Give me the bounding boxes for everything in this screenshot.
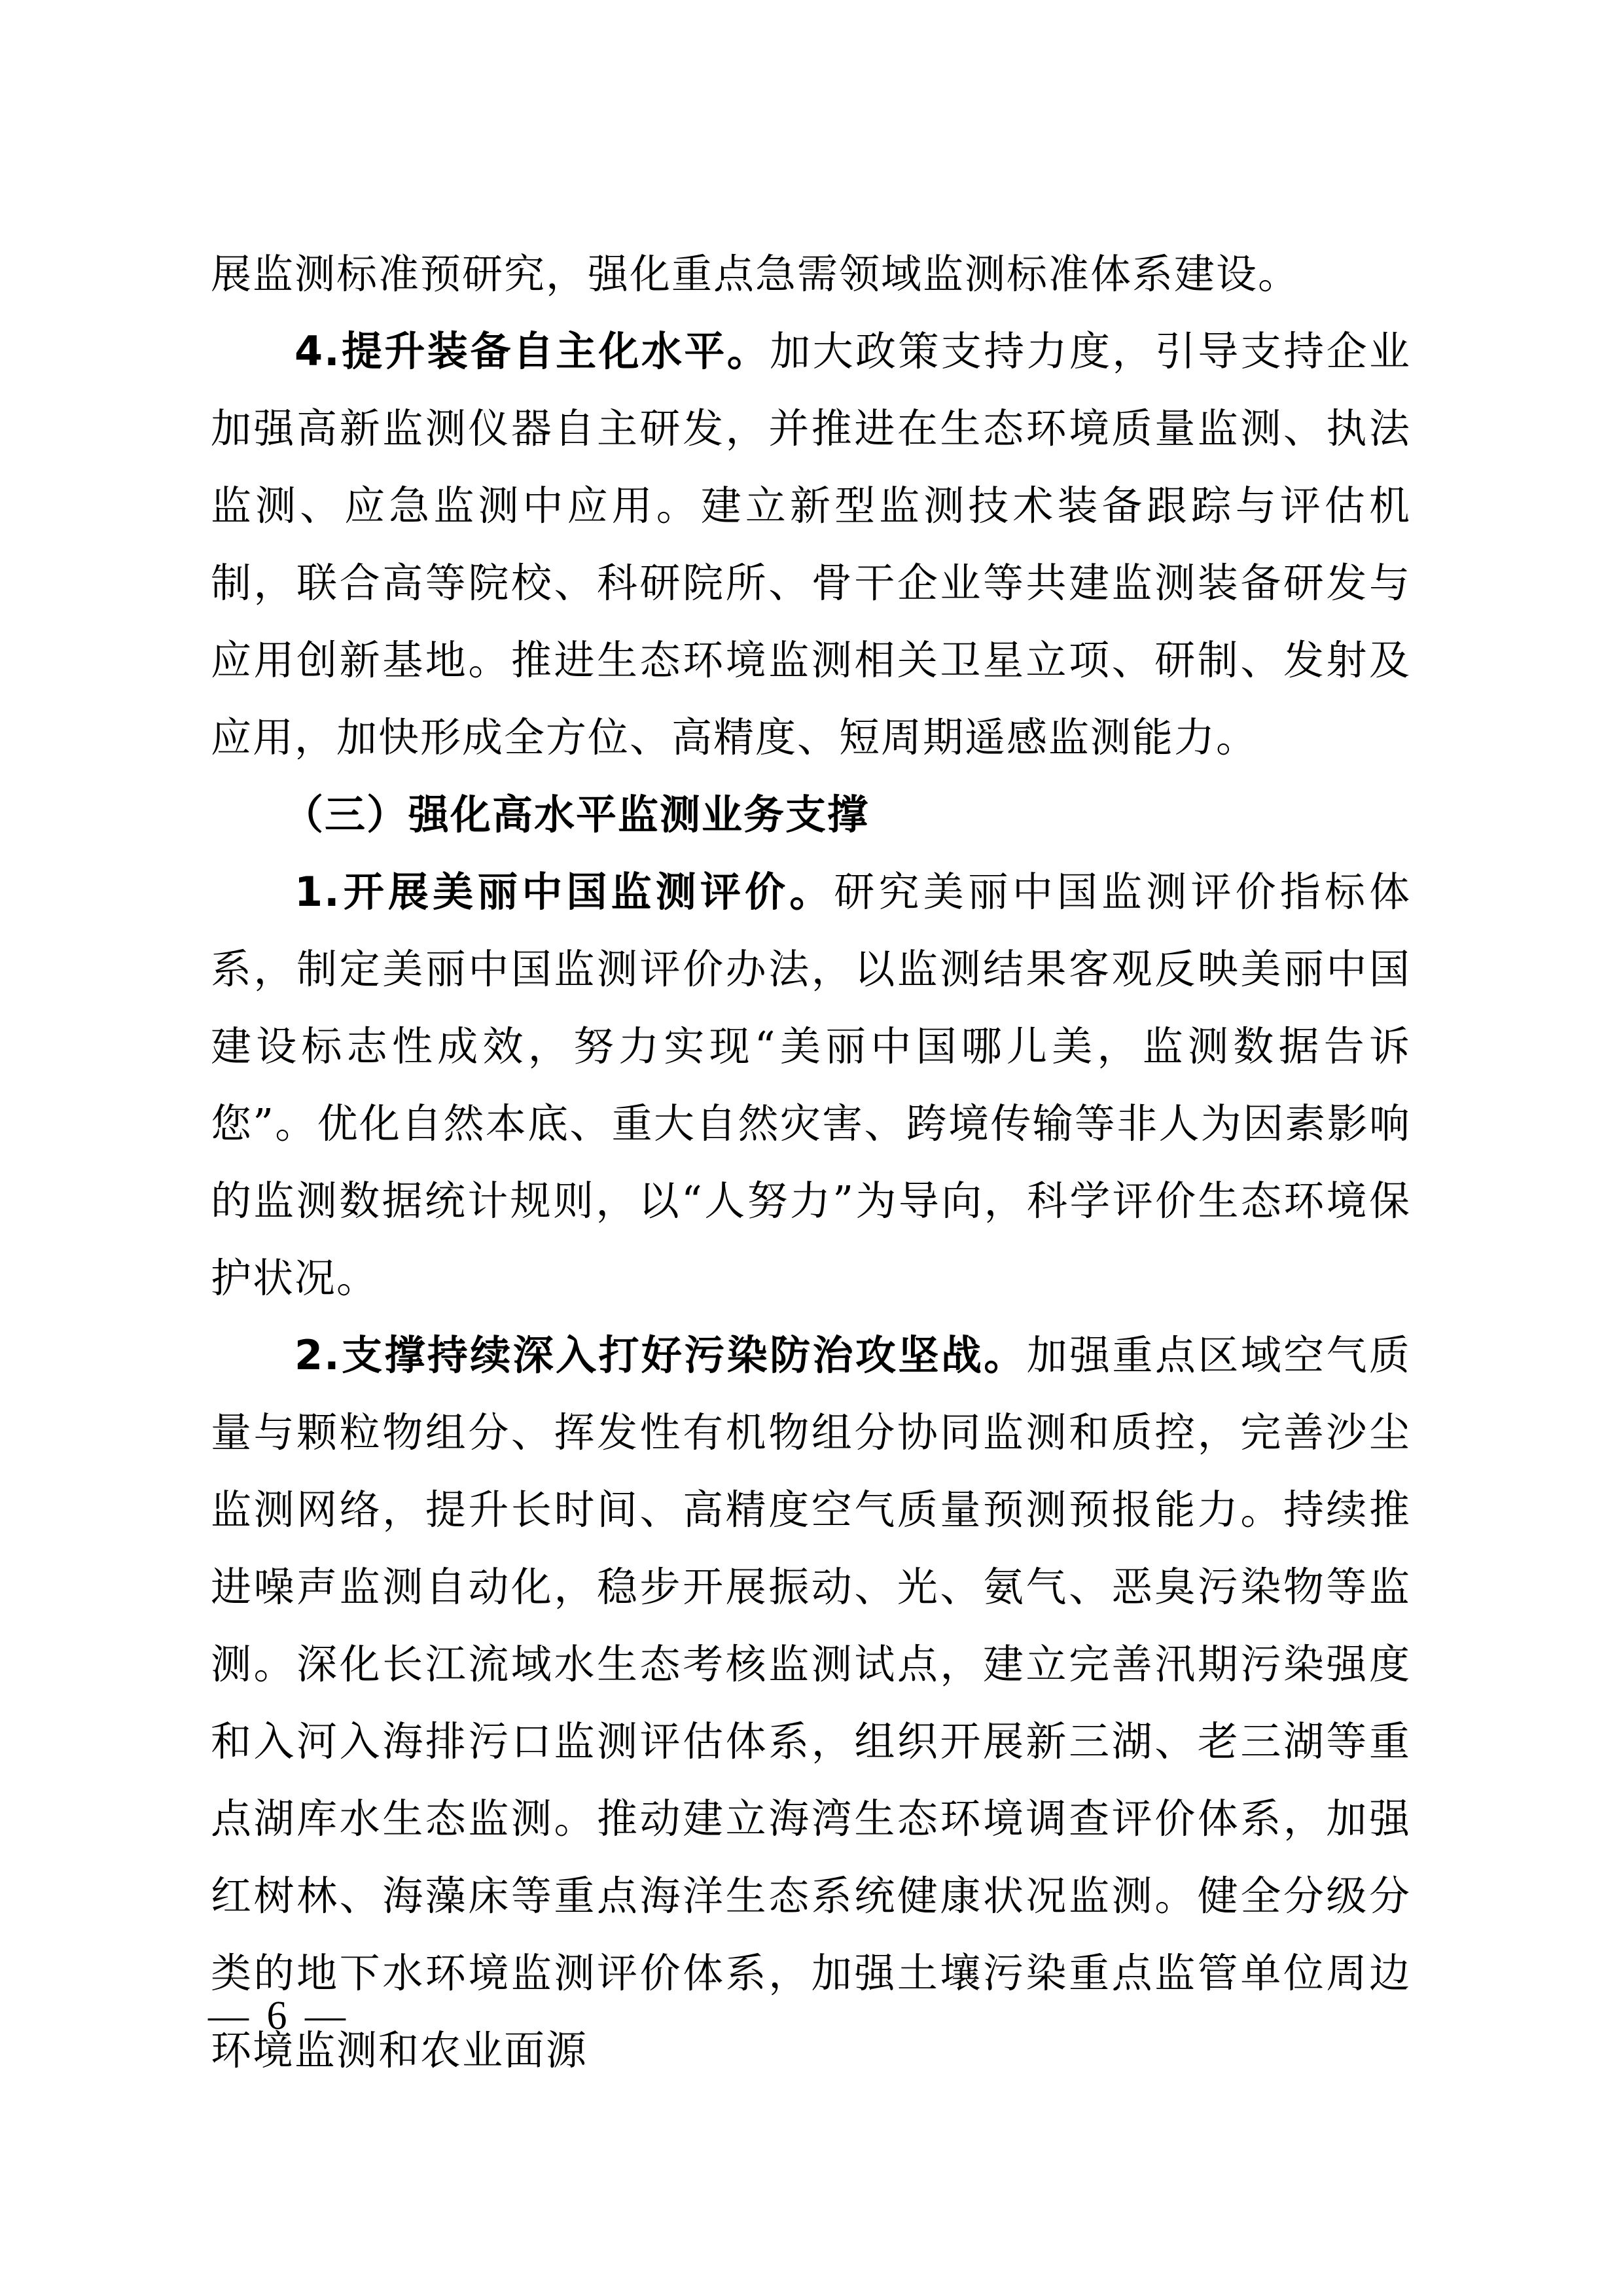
- paragraph-continued: 展监测标准预研究，强化重点急需领域监测标准体系建设。: [211, 250, 1300, 298]
- item-1-heading: 1.开展美丽中国监测评价。: [294, 868, 834, 916]
- item-4-text: 加大政策支持力度，引导支持企业加强高新监测仪器自主研发，并推进在生态环境质量监测、执法监测、应急监测中应用。建立新型监测技术装备跟踪与评估机制，联合高等院校、科研院所、骨干企业等共建监测装备研发与应用创新基地。推进生态环境监测相关卫星立项、研制、发射及应用，加快形成全方位、高精度、短周期遥感监测能力。: [211, 327, 1411, 761]
- item-1-text: 研究美丽中国监测评价指标体系，制定美丽中国监测评价办法，以监测结果客观反映美丽中国建设标志性成效，努力实现“美丽中国哪儿美，监测数据告诉您”。优化自然本底、重大自然灾害、跨境传输等非人为因素影响的监测数据统计规则，以“人努力”为导向，科学评价生态环境保护状况。: [211, 868, 1411, 1302]
- item-2-text: 加强重点区域空气质量与颗粒物组分、挥发性有机物组分协同监测和质控，完善沙尘监测网络，提升长时间、高精度空气质量预测预报能力。持续推进噪声监测自动化，稳步开展振动、光、氨气、恶臭污染物等监测。深化长江流域水生态考核监测试点，建立完善汛期污染强度和入河入海排污口监测评估体系，组织开展新三湖、老三湖等重点湖库水生态监测。推动建立海湾生态环境调查评价体系，加强红树林、海藻床等重点海洋生态系统健康状况监测。健全分级分类的地下水环境监测评价体系，加强土壤污染重点监管单位周边环境监测和农业面源: [211, 1331, 1411, 2074]
- paragraph-item-4: [211, 313, 1411, 776]
- paragraph-item-2: [211, 1317, 1411, 2089]
- item-2-heading: 2.支撑持续深入打好污染防治攻坚战。: [294, 1331, 1027, 1379]
- section-3-heading: （三）强化高水平监测业务支撑: [283, 791, 870, 838]
- page-number: — 6 —: [208, 1994, 349, 2038]
- paragraph-item-1: [211, 853, 1411, 1317]
- item-4-heading: 4.提升装备自主化水平。: [294, 327, 770, 375]
- document-body: [211, 236, 1411, 2089]
